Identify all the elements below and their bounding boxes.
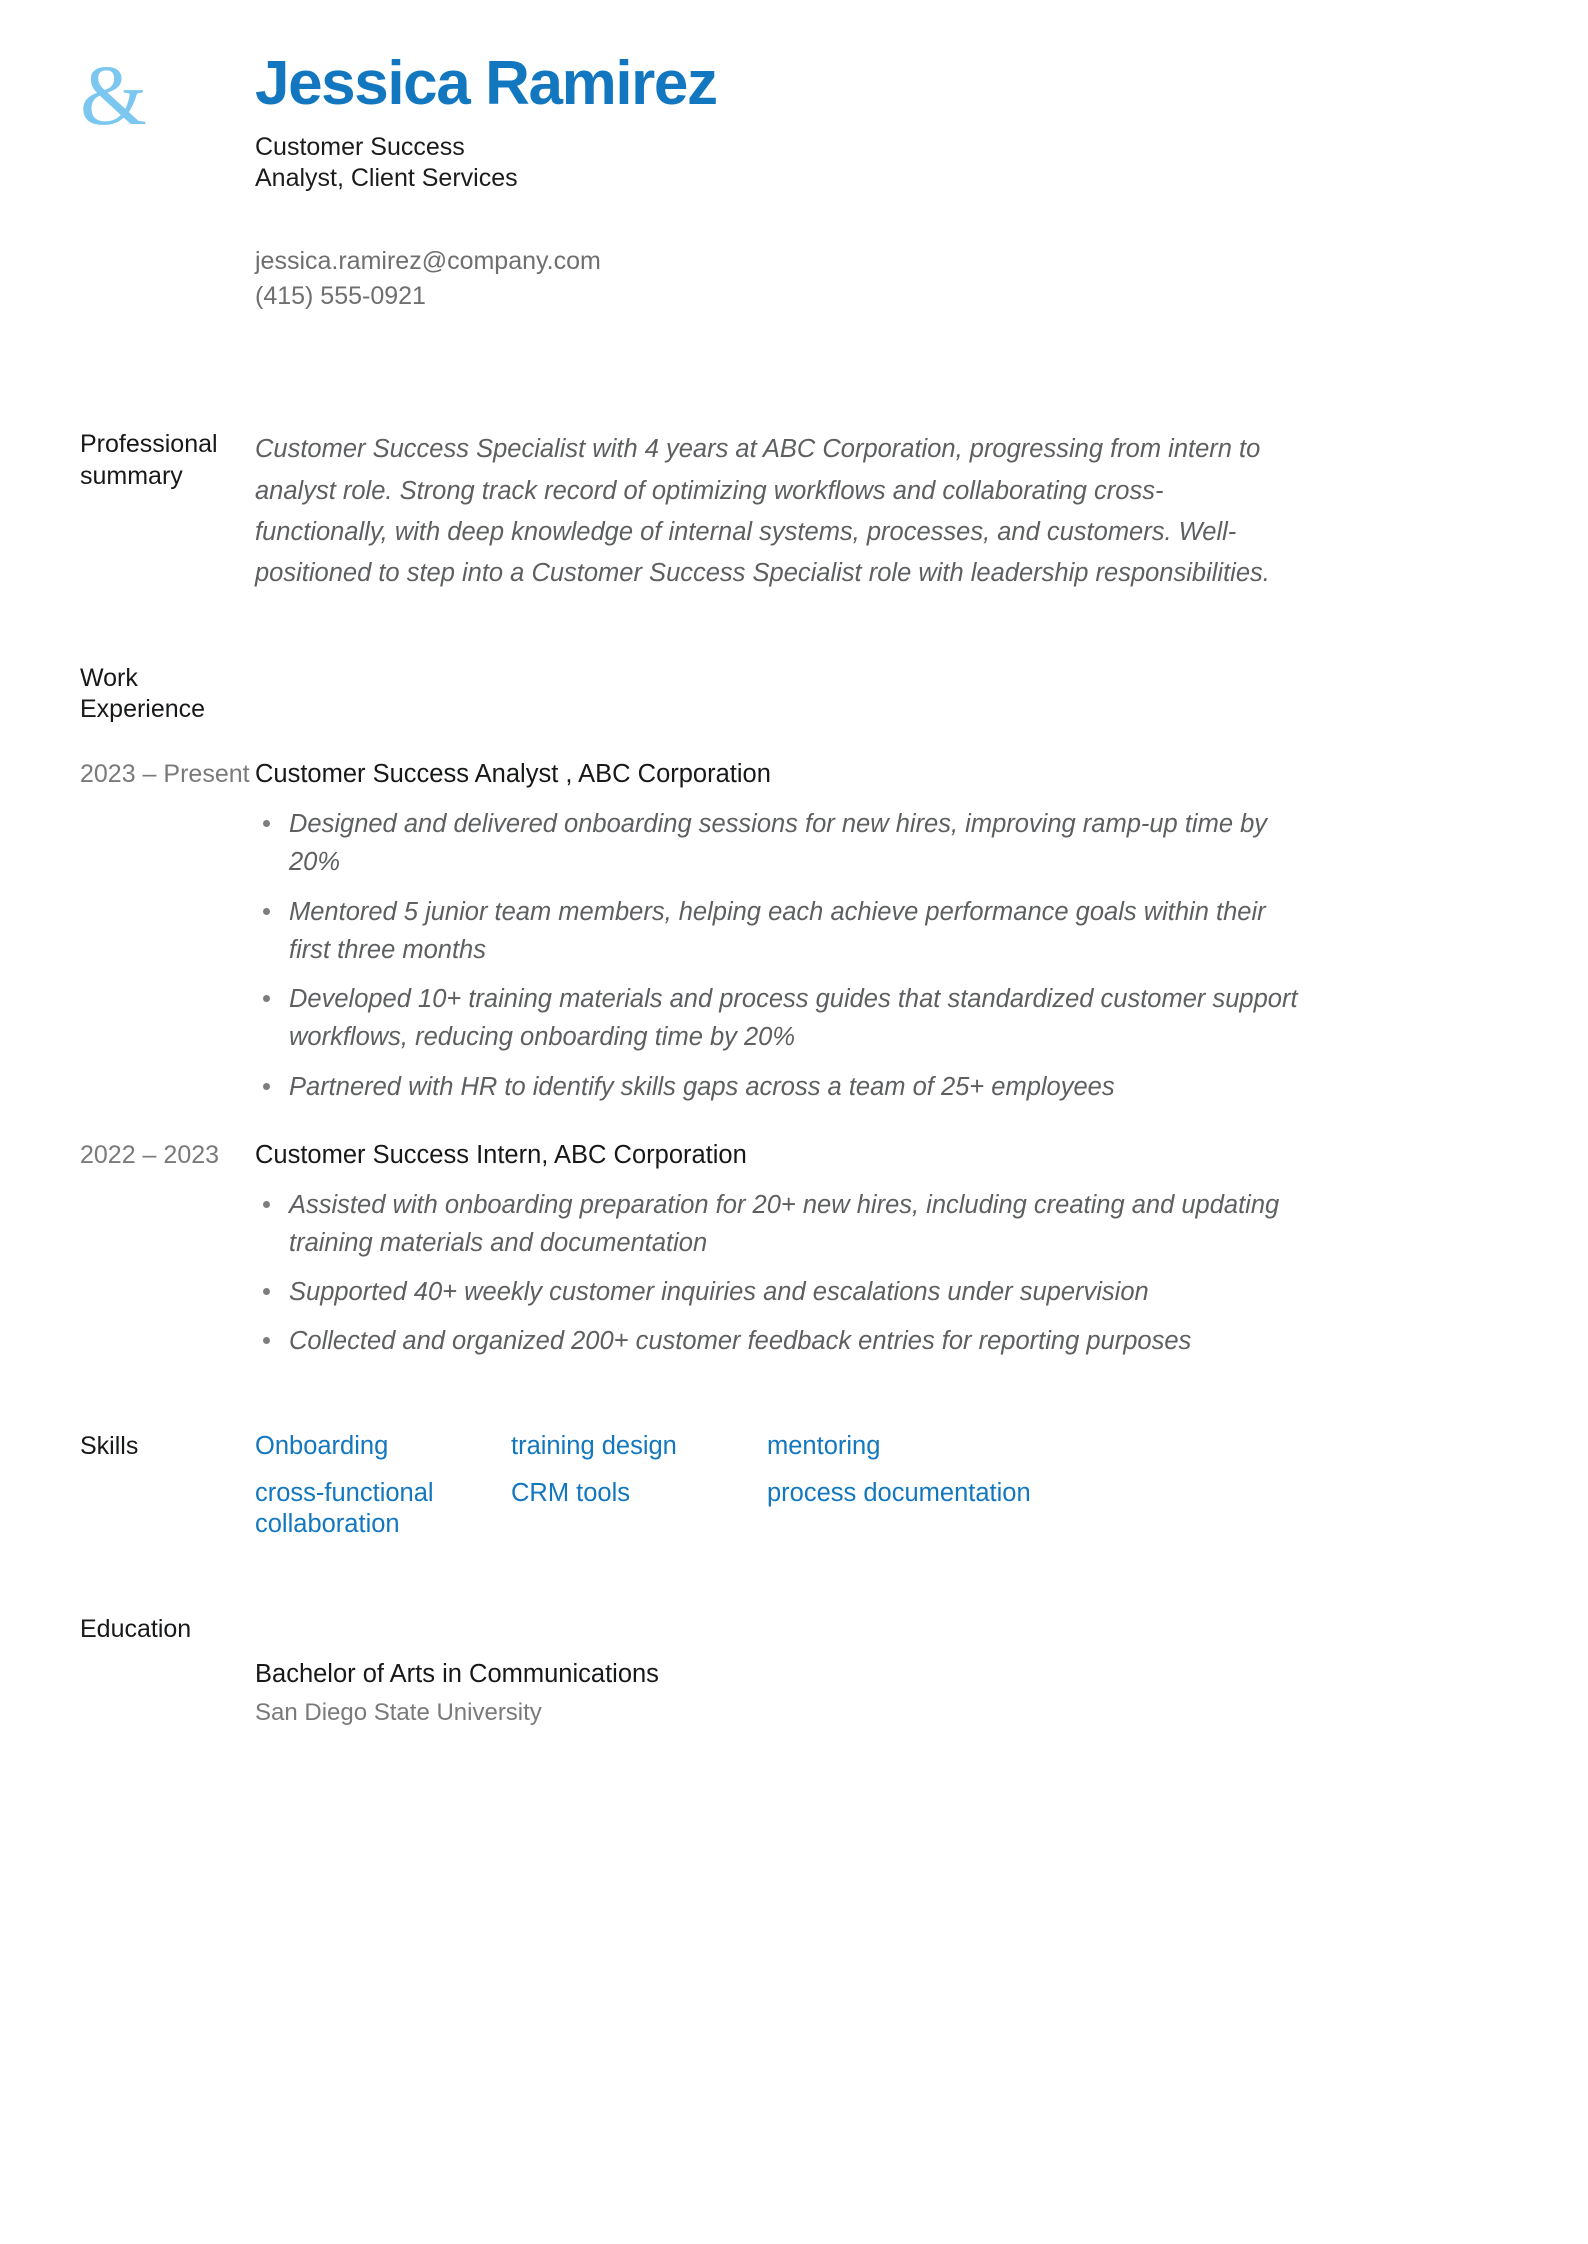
job-bullet-list xyxy=(255,805,1528,1106)
contact-phone[interactable]: (415) 555-0921 xyxy=(255,282,426,311)
skill-item: process documentation xyxy=(767,1478,1031,1507)
job-bullet: Designed and delivered onboarding sessions for new hires, improving ramp-up time by 20% xyxy=(255,805,1309,882)
job-bullet: Mentored 5 junior team members, helping each achieve performance goals within their first three months xyxy=(255,893,1309,970)
work-section-label: Work Experience xyxy=(80,663,206,723)
job-bullet-list xyxy=(255,1186,1528,1361)
job-dates-cell xyxy=(0,759,255,790)
job-bullet: Supported 40+ weekly customer inquiries and escalations under supervision xyxy=(255,1273,1309,1311)
section-education xyxy=(0,1614,1588,1728)
job-dates-cell xyxy=(0,1140,255,1171)
skill-item: cross-functional collaboration xyxy=(255,1478,434,1538)
job-bullet: Collected and organized 200+ customer feedback entries for reporting purposes xyxy=(255,1322,1309,1360)
work-experience-entry xyxy=(0,759,1588,1106)
section-skills xyxy=(0,1431,1588,1540)
skill-item: CRM tools xyxy=(511,1478,631,1507)
summary-section-label: Professional summary xyxy=(80,430,218,490)
skill-item: mentoring xyxy=(767,1431,881,1460)
header-main xyxy=(255,49,1588,315)
skills-section-label: Skills xyxy=(80,1431,139,1460)
job-bullet: Partnered with HR to identify skills gaps across a team of 25+ employees xyxy=(255,1068,1309,1106)
candidate-headline xyxy=(255,132,1528,193)
section-work-experience-heading xyxy=(0,663,1588,726)
work-label-cell xyxy=(0,663,255,726)
resume-header xyxy=(0,0,1588,315)
education-degree: Bachelor of Arts in Communications xyxy=(255,1659,659,1688)
headline-line-2: Analyst, Client Services xyxy=(255,163,518,192)
education-school: San Diego State University xyxy=(255,1699,542,1727)
job-title: Customer Success Analyst , ABC Corporation xyxy=(255,760,771,789)
summary-content-cell xyxy=(255,429,1588,594)
summary-label-cell xyxy=(0,429,255,492)
education-entry xyxy=(255,1658,1528,1728)
skill-item: Onboarding xyxy=(255,1431,389,1460)
candidate-name: Jessica Ramirez xyxy=(255,49,717,118)
work-experience-entry xyxy=(0,1140,1588,1361)
job-title: Customer Success Intern, ABC Corporation xyxy=(255,1140,747,1169)
skills-grid xyxy=(255,1431,1285,1540)
skill-item: training design xyxy=(511,1431,677,1460)
ampersand-logo-icon: & xyxy=(80,47,146,143)
education-label-cell xyxy=(0,1614,255,1645)
skills-content-cell xyxy=(255,1431,1588,1540)
skills-label-cell xyxy=(0,1431,255,1462)
logo-cell xyxy=(0,47,255,143)
job-bullet: Developed 10+ training materials and process guides that standardized customer support workflows, reducing onboarding time by 20% xyxy=(255,980,1309,1057)
headline-line-1: Customer Success xyxy=(255,133,465,162)
contact-block xyxy=(255,245,1528,313)
job-bullet: Assisted with onboarding preparation for 20+ new hires, including creating and updating training materials and documentation xyxy=(255,1186,1309,1263)
contact-email[interactable]: jessica.ramirez@company.com xyxy=(255,247,601,276)
job-body xyxy=(255,1140,1588,1361)
job-dates: 2022 – 2023 xyxy=(80,1140,220,1169)
education-content-cell xyxy=(255,1614,1588,1728)
job-body xyxy=(255,759,1588,1106)
education-section-label: Education xyxy=(80,1614,192,1643)
section-professional-summary xyxy=(0,429,1588,594)
job-dates: 2023 – Present xyxy=(80,760,250,789)
summary-text: Customer Success Specialist with 4 years at ABC Corporation, progressing from intern to analyst role. Strong track record of optimizing workflows and collaborating cross-functionally, with deep knowledge of internal systems, processes, and customers. Well-positioned to step into a Customer Success Specialist role with leadership responsibilities. xyxy=(255,435,1270,588)
